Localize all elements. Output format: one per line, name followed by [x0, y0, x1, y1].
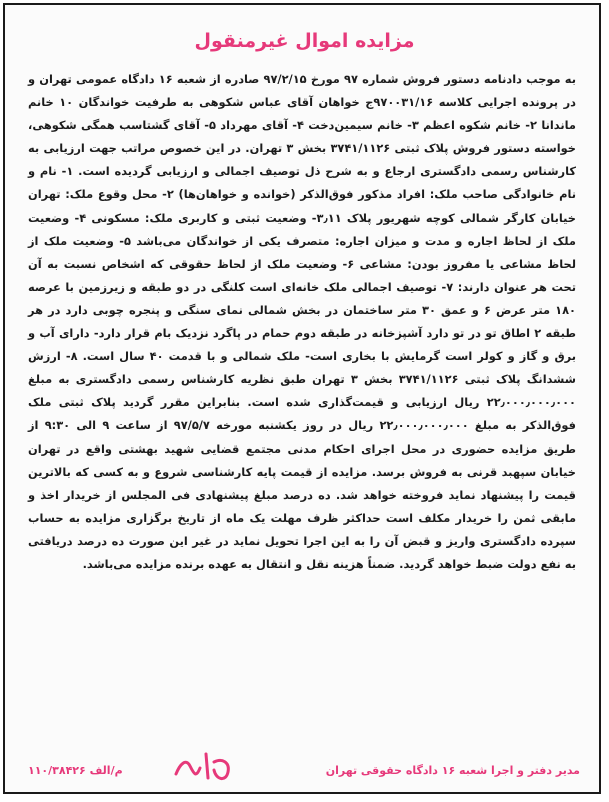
notice-code: م/الف ۱۱۰/۳۸۴۲۶: [28, 764, 123, 777]
notice-footer: [28, 760, 580, 784]
notice-title: مزایده اموال غیرمنقول: [194, 30, 415, 52]
signature-line: مدیر دفتر و اجرا شعبه ۱۶ دادگاه حقوقی تهران: [325, 764, 580, 777]
notice-body: به موجب دادنامه دستور فروش شماره ۹۷ مورخ ۹۷/۲/۱۵ صادره از شعبه ۱۶ دادگاه عمومی تهران و در پرونده اجرایی کلاسه ۹۷۰۰۳۱/۱۶ج خواهان آقای عباس شکوهی به طرفیت خواندگان ۱۰ خانم ماندانا ۲- خانم شکوه اعظم ۳- خانم سیمین‌دخت ۴- آقای مهرداد ۵- آقای گشتاسب همگی شکوهی، خواسته دستور فروش پلاک ثبتی ۳۷۴۱/۱۱۲۶ بخش ۳ تهران. در این خصوص مراتب جهت ارزیابی به کارشناس رسمی دادگستری ارجاع و به شرح ذل توصیف اجمالی و ارزیابی گردیده است. ۱- نام و نام خانوادگی صاحب ملک: افراد مذکور فوق‌الذکر (خوانده و خواهان‌ها) ۲- محل وقوع ملک: تهران خیابان کارگر شمالی کوچه شهریور پلاک ۳٫۱۱- وضعیت ثبتی و کاربری ملک: مسکونی ۴- وضعیت ملک از لحاظ اجاره و مدت و میزان اجاره: متصرف یکی از خواندگان می‌باشد ۵- وضعیت ملک از لحاظ مشاعی یا مفروز بودن: مشاعی ۶- وضعیت ملک از لحاظ حقوقی که اشخاص نسبت به آن تحت هر عنوان دارند: ۷- توصیف اجمالی ملک خانه‌ای است کلنگی در دو طبقه و زیرزمین با عرصه ۱۸۰ متر عرض ۶ و عمق ۳۰ متر ساختمان در بخش شمالی نمای سنگی و پنجره چوبی دارد در هر طبقه ۲ اطاق تو در تو دارد آشپزخانه در طبقه دوم حمام در پاگرد نزدیک بام قرار دارد- دارای آب و برق و گاز و کولر است گرمایش با بخاری است- ملک شمالی و با قدمت ۴۰ سال است. ۸- ارزش ششدانگ پلاک ثبتی ۳۷۴۱/۱۱۲۶ بخش ۳ تهران طبق نظریه کارشناس رسمی دادگستری به مبلغ ۲۲٫۰۰۰٫۰۰۰٫۰۰۰ ریال ارزیابی و قیمت‌گذاری شده است. بنابراین مقرر گردید پلاک ثبتی ملک فوق‌الذکر به مبلغ ۲۲٫۰۰۰٫۰۰۰٫۰۰۰ ریال در روز یکشنبه مورخه ۹۷/۵/۷ از ساعت ۹ الی ۹:۳۰ از طریق مزایده حضوری در محل اجرای احکام مدنی مجتمع قضایی شهید بهشتی واقع در تهران خیابان سپهبد قرنی به فروش برسد. مزایده از قیمت پایه کارشناسی شروع و به کسی که بالاترین قیمت را پیشنهاد نماید فروخته خواهد شد. ده درصد مبلغ پیشنهادی فی المجلس از خریدار اخذ و مابقی ثمن را خریدار مکلف است حداکثر ظرف مهلت یک ماه از تاریخ برگزاری مزایده به حساب سپرده دادگستری واریز و قبض آن را به این اجرا تحویل نماید در غیر این صورت ده درصد دریافتی به نفع دولت ضبط خواهد گردید. ضمناً هزینه نقل و انتقال به عهده برنده مزایده می‌باشد.: [28, 72, 577, 571]
